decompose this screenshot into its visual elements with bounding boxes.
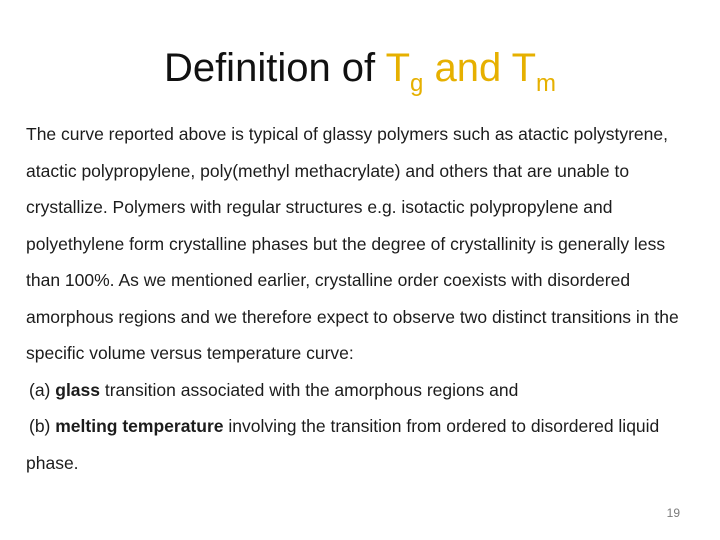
tg-subscript: g	[410, 70, 424, 97]
item-a-text: transition associated with the amorphous regions and	[100, 379, 519, 400]
slide-body	[26, 116, 694, 481]
list-item-glass	[26, 372, 694, 409]
item-a-prefix: (a)	[29, 379, 56, 400]
tm-symbol	[511, 46, 557, 97]
item-b-text: involving the transition from ordered to disordered liquid phase.	[26, 416, 660, 473]
item-b-bold-term: melting temperature	[55, 416, 224, 436]
slide-title	[0, 40, 720, 96]
item-a-bold-term: glass	[55, 379, 100, 400]
page-number: 19	[666, 506, 680, 520]
title-connector: and	[423, 46, 512, 90]
tm-letter: T	[511, 46, 537, 90]
title-prefix: Definition of	[163, 46, 386, 90]
tg-symbol	[385, 46, 424, 97]
tm-subscript: m	[536, 70, 557, 97]
list-item-melting	[26, 408, 694, 481]
tg-letter: T	[385, 46, 410, 90]
intro-paragraph: The curve reported above is typical of glassy polymers such as atactic polystyrene, atactic polypropylene, poly(methyl methacrylate) and others that are unable to crystallize. Polymers with regular structures e.g. isotactic polypropylene and polyethylene form crystalline phases but the degree of crystallinity is generally less than 100%. As we mentioned earlier, crystalline order coexists with disordered amorphous regions and we therefore expect to observe two distinct transitions in the specific volume versus temperature curve:	[26, 124, 679, 363]
item-b-prefix: (b)	[29, 416, 56, 436]
